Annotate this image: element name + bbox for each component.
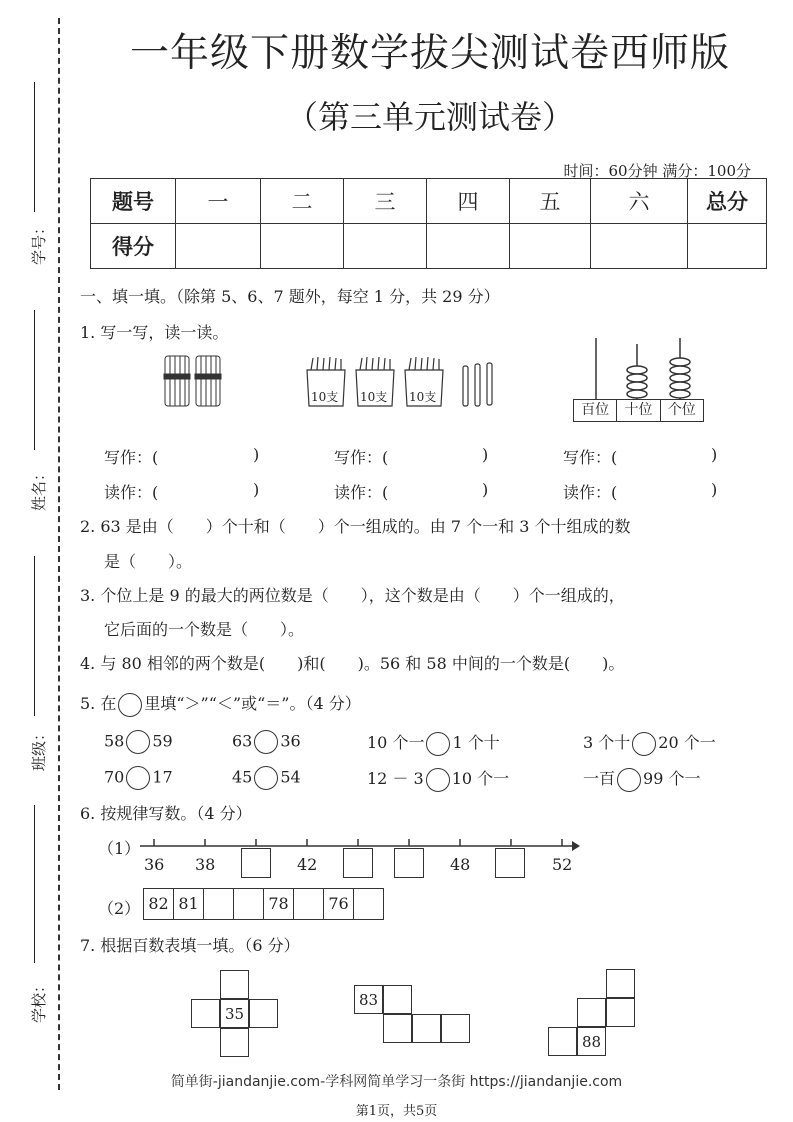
name-label: 姓名： [30, 465, 49, 512]
score-input-cell[interactable] [688, 224, 767, 269]
compare-circle[interactable] [254, 730, 278, 754]
school-line[interactable] [34, 805, 35, 963]
number-line-label: 42 [297, 855, 318, 874]
hundred-chart-blank[interactable] [220, 970, 249, 999]
hundred-chart-cell: 88 [577, 1027, 606, 1056]
binding-dashed-line [58, 18, 60, 1090]
sequence-cell: 76 [324, 888, 354, 920]
question-5-title [80, 691, 361, 717]
score-header-cell: 四 [427, 179, 510, 224]
paren-close: ) [711, 445, 718, 464]
compare-item: 63 36 [232, 730, 301, 754]
abacus-place-labels [573, 399, 704, 422]
score-input-cell[interactable] [261, 224, 344, 269]
page-title: 一年级下册数学拔尖测试卷西师版 [129, 31, 730, 76]
compare-circle[interactable] [632, 732, 656, 756]
cup-label: 10支 [409, 390, 437, 404]
sequence-cell: 82 [143, 888, 174, 920]
hundred-chart-blank[interactable] [606, 998, 635, 1027]
abacus-picture [570, 336, 702, 400]
score-header-cell: 五 [510, 179, 591, 224]
sequence-cell: 78 [264, 888, 294, 920]
student-id-line[interactable] [34, 82, 35, 212]
sequence-blank[interactable] [204, 888, 234, 920]
write-label: 写作：( [334, 448, 389, 467]
number-line-label: 38 [195, 855, 216, 874]
write-label: 写作：( [104, 448, 159, 467]
score-input-cell[interactable] [591, 224, 688, 269]
compare-item: 45 54 [232, 766, 301, 790]
question-2-line-1: 2. 63 是由（ ）个十和（ ）个一组成的。由 7 个一和 3 个十组成的数 [80, 517, 631, 536]
hundred-chart-blank[interactable] [249, 999, 278, 1028]
question-4-line-1: 4. 与 80 相邻的两个数是( )和( )。56 和 58 中间的一个数是( )。 [80, 654, 625, 673]
hundred-chart-blank[interactable] [383, 1014, 412, 1043]
score-header-cell: 三 [344, 179, 427, 224]
class-line[interactable] [34, 556, 35, 716]
hundred-chart-cell: 83 [354, 985, 383, 1014]
cup-label: 10支 [360, 390, 388, 404]
write-label: 写作：( [563, 448, 618, 467]
score-header-cell: 题号 [91, 179, 176, 224]
score-header-cell: 六 [591, 179, 688, 224]
sequence-blank[interactable] [354, 888, 384, 920]
paren-close: ) [482, 445, 489, 464]
question-3-line-1: 3. 个位上是 9 的最大的两位数是（ ），这个数是由（ ）个一组成的， [80, 586, 625, 605]
score-input-cell[interactable] [176, 224, 261, 269]
hundred-chart-blank[interactable] [548, 1027, 577, 1056]
question-2-line-2: 是（ ）。 [104, 552, 193, 571]
number-line-blank[interactable] [343, 848, 373, 878]
student-id-label: 学号： [30, 219, 49, 266]
hundred-chart-blank[interactable] [577, 998, 606, 1027]
place-tens: 十位 [617, 400, 660, 421]
q5-title-a: 5. 在 [80, 694, 117, 713]
number-line-label: 36 [144, 855, 165, 874]
q6-part-1-label: （1） [98, 839, 141, 858]
score-table [90, 178, 767, 269]
page-number: 第1页，共5页 [355, 1104, 438, 1119]
place-hundreds: 百位 [574, 400, 617, 421]
section-heading: 一、填一填。（除第 5、6、7 题外，每空 1 分，共 29 分） [80, 287, 500, 306]
compare-item: 12 － 3 10 个一 [367, 766, 509, 792]
paren-close: ) [711, 480, 718, 499]
compare-item: 一百 99 个一 [583, 766, 700, 792]
footer-watermark: 简单街-jiandanjie.com-学科网简单学习一条街 https://jiandanjie.com [170, 1074, 623, 1090]
read-label: 读作：( [104, 483, 159, 502]
compare-circle[interactable] [426, 768, 450, 792]
score-input-cell[interactable] [344, 224, 427, 269]
hundred-chart-blank[interactable] [220, 1028, 249, 1057]
compare-circle[interactable] [617, 768, 641, 792]
sequence-blank[interactable] [294, 888, 324, 920]
question-6-title: 6. 按规律写数。（4 分） [80, 804, 252, 823]
compare-circle[interactable] [126, 766, 150, 790]
place-ones: 个位 [667, 402, 696, 418]
compare-circle[interactable] [254, 766, 278, 790]
time-info: 时间：60分钟 满分：100分 [563, 162, 751, 180]
read-label: 读作：( [563, 483, 618, 502]
paren-close: ) [253, 445, 260, 464]
compare-item: 10 个一 1 个十 [367, 730, 500, 756]
loose-pens-picture [460, 362, 500, 408]
hundred-chart-blank[interactable] [441, 1014, 470, 1043]
score-row-label: 得分 [91, 224, 176, 269]
question-3-line-2: 它后面的一个数是（ ）。 [104, 620, 305, 639]
question-1-title: 1. 写一写，读一读。 [80, 323, 229, 342]
score-input-cell[interactable] [510, 224, 591, 269]
score-header-cell: 二 [261, 179, 344, 224]
compare-circle[interactable] [426, 732, 450, 756]
question-7-title: 7. 根据百数表填一填。（6 分） [80, 936, 300, 955]
hundred-chart-blank[interactable] [412, 1014, 441, 1043]
number-line-label: 48 [450, 855, 471, 874]
hundred-chart-blank[interactable] [383, 985, 412, 1014]
number-line-blank[interactable] [394, 848, 424, 878]
sequence-boxes [143, 888, 384, 920]
score-input-cell[interactable] [427, 224, 510, 269]
number-line-blank[interactable] [495, 848, 525, 878]
sequence-blank[interactable] [234, 888, 264, 920]
school-label: 学校： [30, 977, 49, 1024]
q5-title-b: 里填“＞”“＜”或“＝”。（4 分） [144, 694, 361, 713]
class-label: 班级： [30, 725, 49, 772]
hundred-chart-blank[interactable] [606, 969, 635, 998]
read-label: 读作：( [334, 483, 389, 502]
compare-item: 70 17 [104, 766, 173, 790]
cup-label: 10支 [311, 390, 339, 404]
sequence-cell: 81 [174, 888, 204, 920]
compare-circle[interactable] [126, 730, 150, 754]
name-line[interactable] [34, 310, 35, 450]
compare-item: 3 个十 20 个一 [583, 730, 716, 756]
score-header-cell: 总分 [688, 179, 767, 224]
number-line-blank[interactable] [241, 848, 271, 878]
score-header-cell: 一 [176, 179, 261, 224]
compare-item: 58 59 [104, 730, 173, 754]
hundred-chart-blank[interactable] [191, 999, 220, 1028]
page-subtitle: （第三单元测试卷） [285, 98, 574, 136]
number-line-label: 52 [552, 855, 573, 874]
hundred-chart-cell: 35 [220, 999, 249, 1028]
q6-part-2-label: （2） [98, 899, 141, 918]
paren-close: ) [253, 480, 260, 499]
stick-bundles-picture [160, 352, 230, 410]
paren-close: ) [482, 480, 489, 499]
circle-icon [118, 693, 142, 717]
